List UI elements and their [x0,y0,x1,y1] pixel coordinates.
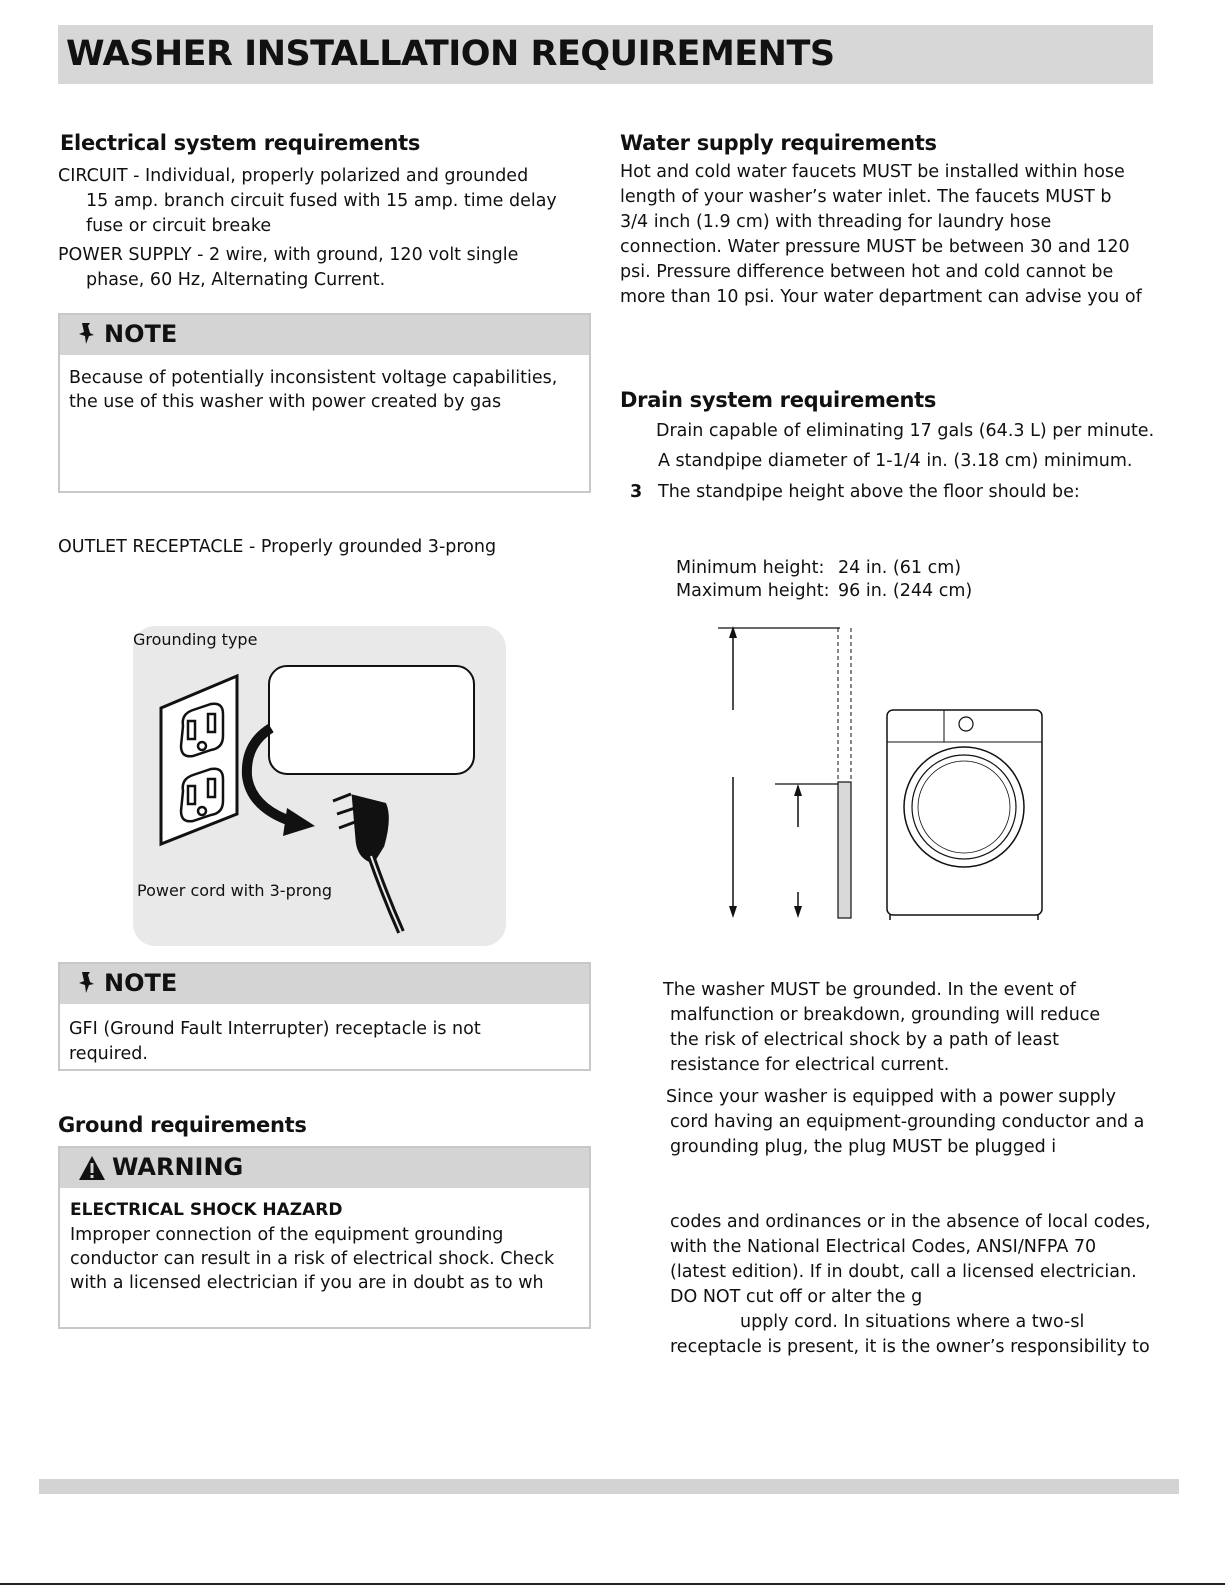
page-title: WASHER INSTALLATION REQUIREMENTS [66,34,835,74]
power-line-1: POWER SUPPLY - 2 wire, with ground, 120 volt single [58,245,519,265]
note-box-gfi [58,962,591,1071]
max-height-value: 96 in. (244 cm) [838,581,973,601]
ground-p3-line-1: codes and ordinances or in the absence of local codes, [670,1212,1151,1232]
warning-title: WARNING [112,1153,244,1181]
ground-p2-line-3: grounding plug, the plug MUST be plugged i [670,1137,1057,1157]
ground-heading: Ground requirements [58,1113,307,1137]
note-line-1: GFI (Ground Fault Interrupter) receptacle is not [69,1019,481,1039]
drain-heading: Drain system requirements [620,388,937,412]
ground-p3-line-5: upply cord. In situations where a two-sl [740,1312,1085,1332]
ground-p1-line-1: The washer MUST be grounded. In the event of [663,980,1076,1000]
water-line-6: more than 10 psi. Your water department can advise you of [620,287,1142,307]
pushpin-icon [76,970,100,996]
warning-triangle-icon [78,1155,106,1181]
standpipe-diagram [710,622,1060,927]
circuit-line-2: 15 amp. branch circuit fused with 15 amp. time delay [86,191,557,211]
ground-p2-line-2: cord having an equipment-grounding conductor and a [670,1112,1145,1132]
ground-p1-line-3: the risk of electrical shock by a path of least [670,1030,1059,1050]
ground-p1-line-4: resistance for electrical current. [670,1055,950,1075]
note-line-2: the use of this washer with power created by gas [69,392,502,412]
note-box-voltage [58,313,591,493]
water-line-2: length of your washer’s water inlet. The faucets MUST b [620,187,1112,207]
outlet-text: OUTLET RECEPTACLE - Properly grounded 3-prong [58,537,497,557]
grounding-type-label: Grounding type [133,630,258,649]
ground-p3-line-3: (latest edition). If in doubt, call a licensed electrician. [670,1262,1137,1282]
ground-p2-line-1: Since your washer is equipped with a power supply [666,1087,1116,1107]
ground-p1-line-2: malfunction or breakdown, grounding will reduce [670,1005,1101,1025]
electrical-heading: Electrical system requirements [60,131,421,155]
circuit-line-3: fuse or circuit breake [86,216,272,236]
receptacle-lower [181,769,223,822]
footer-bar [39,1479,1179,1494]
receptacle-upper [181,704,223,757]
max-height-label: Maximum height: [676,581,830,601]
ground-p3-line-6: receptacle is present, it is the owner’s responsibility to [670,1337,1150,1357]
warning-line-2: conductor can result in a risk of electrical shock. Check [70,1249,555,1269]
power-cord-label: Power cord with 3-prong [137,881,333,900]
plug [333,794,401,932]
water-line-3: 3/4 inch (1.9 cm) with threading for laundry hose [620,212,1052,232]
ground-p3-line-2: with the National Electrical Codes, ANSI/NFPA 70 [670,1237,1097,1257]
warning-line-3: with a licensed electrician if you are in doubt as to wh [70,1273,544,1293]
drain-item-3-number: 3 [630,482,643,502]
water-line-4: connection. Water pressure MUST be between 30 and 120 [620,237,1130,257]
ground-p3-line-4: DO NOT cut off or alter the g [670,1287,923,1307]
min-height-label: Minimum height: [676,558,825,578]
water-line-1: Hot and cold water faucets MUST be installed within hose [620,162,1125,182]
drain-item-3: The standpipe height above the floor should be: [658,482,1080,502]
power-line-2: phase, 60 Hz, Alternating Current. [86,270,386,290]
drain-item-2: A standpipe diameter of 1-1/4 in. (3.18 cm) minimum. [658,451,1133,471]
circuit-line-1: CIRCUIT - Individual, properly polarized and grounded [58,166,529,186]
note-line-1: Because of potentially inconsistent voltage capabilities, [69,368,558,388]
note-line-2: required. [69,1044,148,1064]
water-line-5: psi. Pressure difference between hot and cold cannot be [620,262,1114,282]
warning-line-1: Improper connection of the equipment grounding [70,1225,504,1245]
hazard-title: ELECTRICAL SHOCK HAZARD [70,1200,343,1220]
pushpin-icon [76,321,100,347]
warning-box [58,1146,591,1329]
note-title: NOTE [104,969,178,997]
drain-item-1: Drain capable of eliminating 17 gals (64.3 L) per minute. [656,421,1155,441]
note-title: NOTE [104,320,178,348]
min-height-value: 24 in. (61 cm) [838,558,962,578]
water-heading: Water supply requirements [620,131,937,155]
washer-illustration [887,710,1042,920]
